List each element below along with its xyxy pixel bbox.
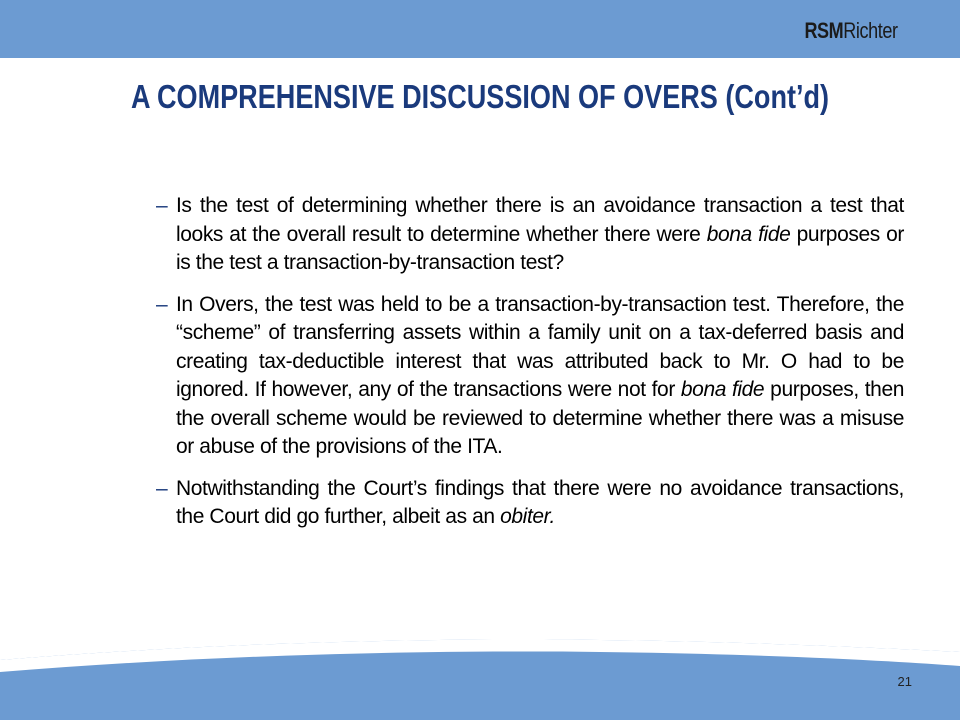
logo-bold-text: RSM [804,18,844,43]
bullet-text [176,477,904,529]
bullet-item [156,291,904,462]
bullet-text [176,194,904,274]
bullet-text-run: Is the test of determining whether there is an avoidance transaction a test that looks at the overall result to determine whether there were [176,194,904,246]
slide-title: A COMPREHENSIVE DISCUSSION OF OVERS (Cont’d) [130,78,830,115]
bullet-text-italic: bona fide [680,378,765,401]
bottom-wave-decoration [0,620,960,720]
logo-text: Richter [843,18,898,43]
bullet-dash: – [156,292,168,316]
bullet-item [156,475,904,532]
bullet-text-run: purposes, then the overall scheme would be reviewed to determine whether there was a misuse or abuse of the provisions of the ITA. [176,378,905,458]
bullet-text-italic: bona fide [706,222,791,246]
page-number: 21 [897,674,912,689]
bullet-text [176,293,904,459]
bullet-dash: – [156,194,168,217]
company-logo [805,18,898,44]
bullet-item [156,192,904,278]
bullet-text-run: Notwithstanding the Court’s findings that there were no avoidance transactions, the Court did go further, albeit as an [176,476,904,528]
bullet-text-run: purposes or is the test a transaction-by-transaction test? [176,222,904,274]
bullet-dash: – [156,476,168,500]
bullet-text-italic: obiter. [500,505,555,528]
bullet-list [156,192,904,545]
bullet-text-run: In Overs, the test was held to be a transaction-by-transaction test. Therefore, the “scheme” of transferring assets within a family unit on a tax-deferred basis and creating tax-deductible interest that was attributed back to Mr. O had to be ignored. If however, any of the transactions were not for [176,292,904,401]
